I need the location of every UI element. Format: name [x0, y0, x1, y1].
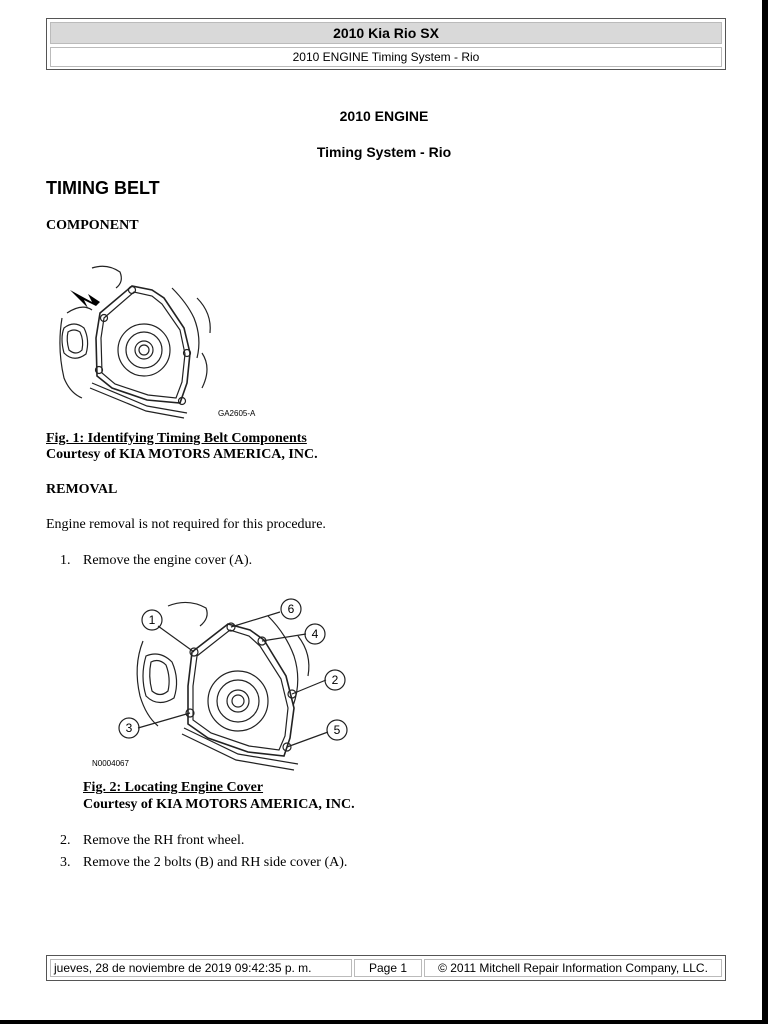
footer-copyright: © 2011 Mitchell Repair Information Company, LLC.	[424, 959, 722, 977]
callout-1: 1	[148, 613, 156, 627]
page-header	[46, 18, 726, 70]
callout-3: 3	[125, 721, 133, 735]
header-title: 2010 Kia Rio SX	[50, 22, 722, 44]
step-1-number: 1.	[60, 553, 71, 568]
section-title: TIMING BELT	[46, 178, 160, 198]
page-footer	[46, 955, 726, 981]
component-heading: COMPONENT	[46, 218, 139, 233]
engine-title: 2010 ENGINE	[339, 108, 429, 124]
figure-2-courtesy: Courtesy of KIA MOTORS AMERICA, INC.	[83, 797, 355, 812]
callout-5: 5	[333, 723, 341, 737]
figure-2-illustration	[88, 596, 358, 771]
removal-heading: REMOVAL	[46, 482, 118, 497]
footer-date: jueves, 28 de noviembre de 2019 09:42:35 p. m.	[50, 959, 352, 977]
figure-1-caption: Fig. 1: Identifying Timing Belt Components	[46, 431, 307, 446]
step-2-text: Remove the RH front wheel.	[83, 833, 245, 848]
removal-intro: Engine removal is not required for this procedure.	[46, 517, 326, 532]
system-title: Timing System - Rio	[316, 144, 452, 160]
step-2-number: 2.	[60, 833, 71, 848]
callout-4: 4	[311, 627, 319, 641]
figure-2-code: N0004067	[92, 759, 129, 768]
callout-6: 6	[287, 602, 295, 616]
figure-1-illustration	[52, 258, 272, 423]
footer-page: Page 1	[354, 959, 422, 977]
header-subtitle: 2010 ENGINE Timing System - Rio	[50, 47, 722, 67]
step-3-number: 3.	[60, 855, 71, 870]
step-1-text: Remove the engine cover (A).	[83, 553, 253, 568]
figure-2-caption: Fig. 2: Locating Engine Cover	[83, 780, 264, 795]
figure-1-courtesy: Courtesy of KIA MOTORS AMERICA, INC.	[46, 447, 318, 462]
figure-1-code: GA2605-A	[218, 409, 256, 418]
step-3-text: Remove the 2 bolts (B) and RH side cover (A).	[83, 855, 348, 870]
callout-2: 2	[331, 673, 339, 687]
